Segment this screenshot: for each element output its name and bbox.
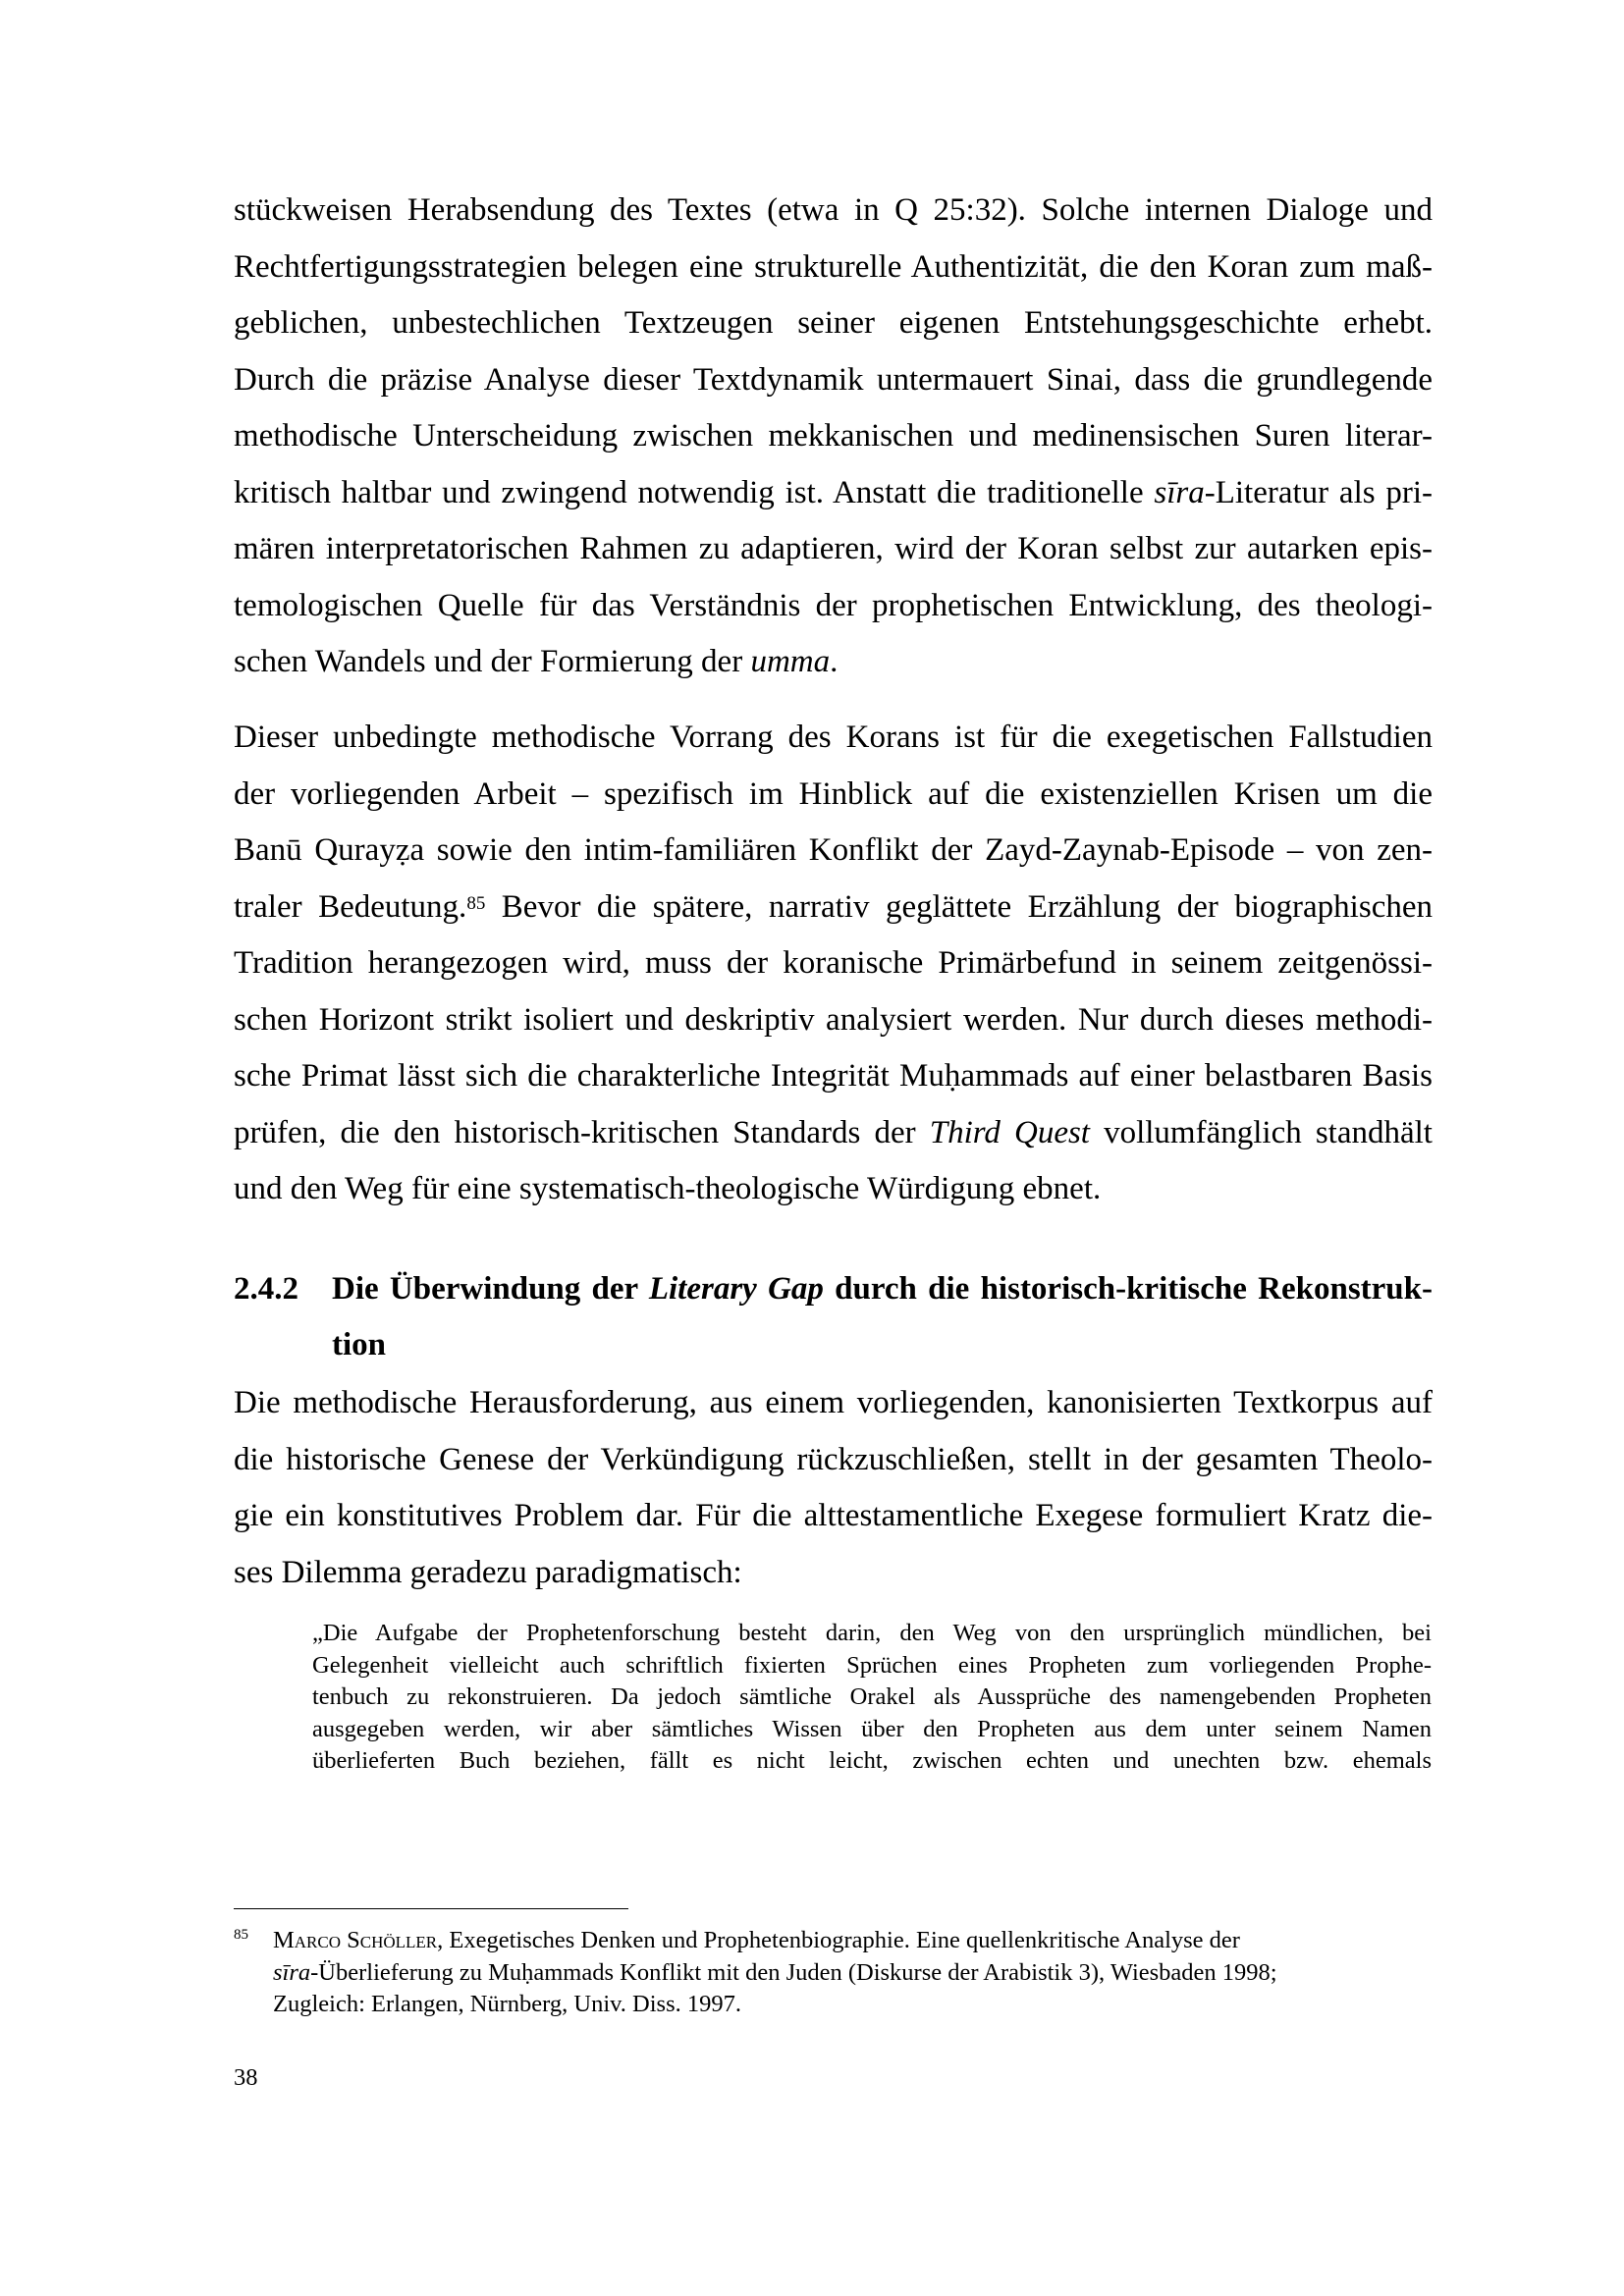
footnote bbox=[234, 1925, 1433, 2021]
text-line: Die methodische Herausforderung, aus einem vorliegenden, kanonisierten Textkorpus auf bbox=[234, 1385, 1433, 1420]
text-segment: schen Wandels und der Formierung der bbox=[234, 644, 751, 679]
text-segment: prüfen, die den historisch-kritischen Standards der bbox=[234, 1114, 930, 1150]
footnote-segment: -Überlieferung zu Muḥammads Konflikt mit den Juden (Diskurse der Arabistik 3), Wiesbaden 1998; bbox=[310, 1958, 1277, 1986]
text-line: die historische Genese der Verkündigung rückzuschließen, stellt in der gesamten Theolo- bbox=[234, 1441, 1433, 1477]
section-number: 2.4.2 bbox=[234, 1271, 298, 1307]
text-segment: vollumfänglich standhält bbox=[1089, 1114, 1433, 1150]
text-line: schen Horizont strikt isoliert und deskriptiv analysiert werden. Nur durch dieses methodi- bbox=[234, 1001, 1433, 1038]
heading-line: tion bbox=[332, 1327, 387, 1362]
quote-line: Gelegenheit vielleicht auch schriftlich fixierten Sprüchen eines Propheten zum vorliegenden Prophe- bbox=[312, 1651, 1432, 1679]
text-line: Rechtfertigungsstrategien belegen eine strukturelle Authentizität, die den Koran zum maß- bbox=[234, 248, 1433, 285]
heading-segment: durch die historisch-kritische Rekonstruk- bbox=[823, 1271, 1433, 1307]
footnote-author: Marco Schöller bbox=[273, 1927, 438, 1953]
quote-line: tenbuch zu rekonstruieren. Da jedoch sämtliche Orakel als Aussprüche des namengebenden Propheten bbox=[312, 1683, 1432, 1710]
quote-line: „Die Aufgabe der Prophetenforschung besteht darin, den Weg von den ursprünglich mündlichen, bei bbox=[312, 1620, 1432, 1646]
footnote-separator bbox=[234, 1908, 628, 1909]
footnote-number: 85 bbox=[234, 1927, 248, 1943]
text-line: temologischen Quelle für das Verständnis der prophetischen Entwicklung, des theologi- bbox=[234, 587, 1433, 623]
paragraph-2 bbox=[234, 710, 1433, 1218]
footnote-line bbox=[273, 1957, 1433, 1990]
block-quote bbox=[312, 1618, 1432, 1778]
quote-line: ausgegeben werden, wir aber sämtliches Wissen über den Propheten aus dem unter seinem Namen bbox=[312, 1715, 1432, 1742]
italic-term: sīra bbox=[1154, 474, 1205, 510]
heading-line bbox=[332, 1261, 1433, 1317]
text-segment: traler Bedeutung. bbox=[234, 888, 467, 925]
text-line: gie ein konstitutives Problem dar. Für die alttestamentliche Exegese formuliert Kratz die- bbox=[234, 1498, 1433, 1533]
italic-term: sīra bbox=[273, 1958, 311, 1986]
text-line: mären interpretatorischen Rahmen zu adaptieren, wird der Koran selbst zur autarken epis- bbox=[234, 531, 1433, 566]
quote-line: überlieferten Buch beziehen, fällt es nicht leicht, zwischen echten und unechten bzw. ehemals bbox=[312, 1747, 1432, 1774]
italic-term: Literary Gap bbox=[648, 1271, 824, 1307]
text-line: ses Dilemma geradezu paradigmatisch: bbox=[234, 1554, 742, 1590]
text-line bbox=[234, 880, 1433, 936]
italic-term: umma bbox=[750, 644, 831, 679]
footnote-reference[interactable]: 85 bbox=[466, 892, 486, 914]
text-line: geblichen, unbestechlichen Textzeugen seiner eigenen Entstehungsgeschichte erhebt. bbox=[234, 305, 1433, 341]
footnote-segment: , Exegetisches Denken und Prophetenbiographie. Eine quellenkritische Analyse der bbox=[437, 1927, 1240, 1953]
text-line bbox=[234, 1105, 1433, 1162]
page-number: 38 bbox=[234, 2064, 258, 2091]
italic-term: Third Quest bbox=[929, 1114, 1090, 1150]
text-line: und den Weg für eine systematisch-theologische Würdigung ebnet. bbox=[234, 1171, 1102, 1206]
text-segment: . bbox=[830, 644, 839, 679]
text-line bbox=[234, 634, 1433, 691]
text-line: der vorliegenden Arbeit – spezifisch im Hinblick auf die existenziellen Krisen um die bbox=[234, 775, 1433, 812]
text-line: stückweisen Herabsendung des Textes (etwa in Q 25:32). Solche internen Dialoge und bbox=[234, 192, 1433, 228]
text-segment: Bevor die spätere, narrativ geglättete Erzählung der biographischen bbox=[485, 888, 1433, 925]
text-segment: -Literatur als pri- bbox=[1204, 474, 1433, 510]
text-line: sche Primat lässt sich die charakterliche Integrität Muḥammads auf einer belastbaren Basis bbox=[234, 1058, 1433, 1094]
text-line: Durch die präzise Analyse dieser Textdynamik untermauert Sinai, dass die grundlegende bbox=[234, 361, 1433, 398]
heading-segment: Die Überwindung der bbox=[332, 1271, 649, 1307]
footnote-line: Zugleich: Erlangen, Nürnberg, Univ. Diss. 1997. bbox=[273, 1991, 741, 2017]
footnote-line bbox=[273, 1925, 1433, 1957]
text-line: methodische Unterscheidung zwischen mekkanischen und medinensischen Suren literar- bbox=[234, 418, 1433, 454]
paragraph-1 bbox=[234, 183, 1433, 691]
text-line bbox=[234, 465, 1433, 522]
text-line: Tradition herangezogen wird, muss der koranische Primärbefund in seinem zeitgenössi- bbox=[234, 945, 1433, 981]
text-line: Dieser unbedingte methodische Vorrang des Korans ist für die exegetischen Fallstudien bbox=[234, 720, 1433, 755]
paragraph-3 bbox=[234, 1375, 1433, 1601]
text-segment: kritisch haltbar und zwingend notwendig ist. Anstatt die traditionelle bbox=[234, 474, 1155, 510]
section-heading bbox=[234, 1261, 1433, 1373]
text-line: Banū Qurayẓa sowie den intim-familiären Konflikt der Zayd-Zaynab-Episode – von zen- bbox=[234, 832, 1433, 868]
